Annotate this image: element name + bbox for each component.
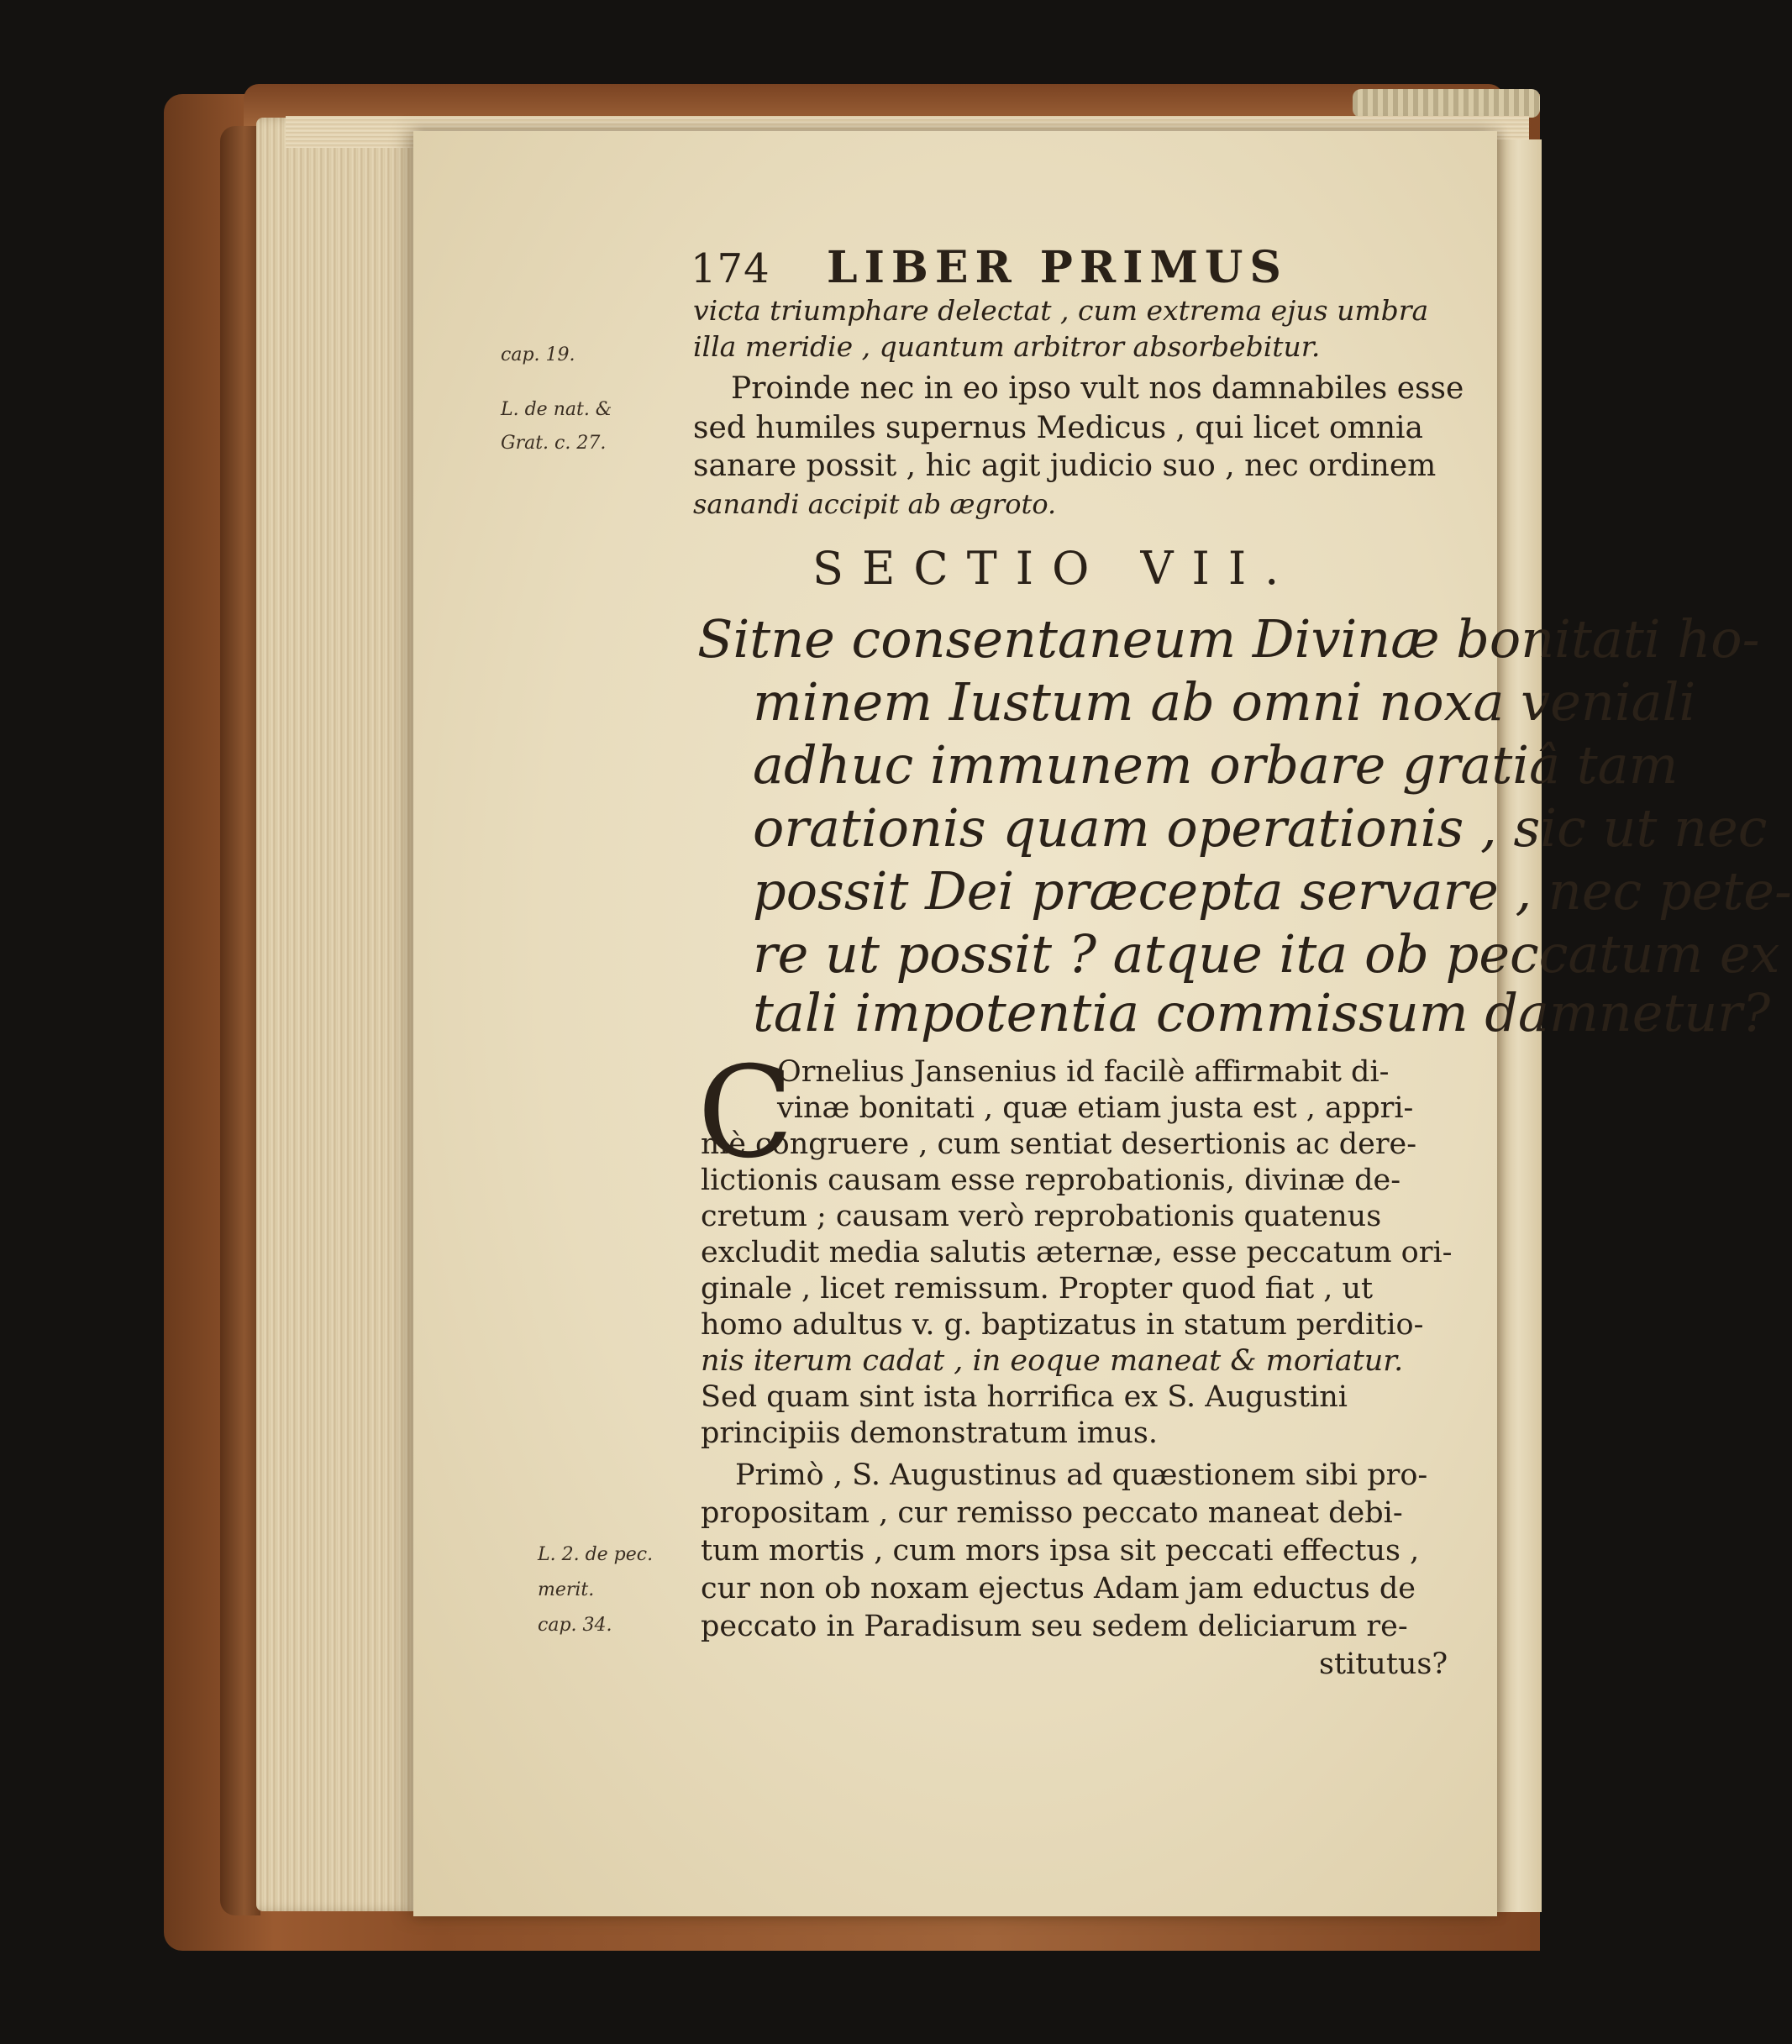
section-heading: SECTIO VII. bbox=[812, 542, 1298, 595]
margin-note: Grat. c. 27. bbox=[501, 433, 607, 454]
margin-note: merit. bbox=[538, 1579, 595, 1600]
binding-tie bbox=[1353, 89, 1540, 118]
running-title: LIBER PRIMUS bbox=[827, 242, 1288, 293]
body-line: ginale , licet remissum. Propter quod fiat , ut bbox=[701, 1272, 1374, 1306]
margin-note: cap. 34. bbox=[538, 1615, 612, 1636]
body-line: excludit media salutis æternæ, esse peccatum ori- bbox=[701, 1236, 1453, 1269]
question-line: orationis quam operationis , sic ut nec bbox=[753, 797, 1768, 859]
body-line: homo adultus v. g. baptizatus in statum perditio- bbox=[701, 1308, 1424, 1342]
question-line: re ut possit ? atque ita ob peccatum ex bbox=[753, 923, 1780, 985]
top-text-line: illa meridie , quantum arbitror absorbebitur. bbox=[693, 330, 1321, 363]
body-line: cur non ob noxam ejectus Adam jam eductus de bbox=[701, 1572, 1416, 1605]
body-line: vinæ bonitati , quæ etiam justa est , appri- bbox=[777, 1091, 1414, 1125]
body-line: propositam , cur remisso peccato maneat debi- bbox=[701, 1496, 1403, 1530]
top-text-line: victa triumphare delectat , cum extrema ejus umbra bbox=[693, 294, 1429, 327]
drop-cap: C bbox=[697, 1040, 794, 1186]
body-line: Ornelius Jansenius id facilè affirmabit di- bbox=[777, 1055, 1390, 1089]
question-line: minem Iustum ab omni noxa veniali bbox=[753, 671, 1696, 733]
question-line: possit Dei præcepta servare , nec pete- bbox=[753, 860, 1792, 922]
page-number: 174 bbox=[691, 245, 770, 292]
body-line: cretum ; causam verò reprobationis quatenus bbox=[701, 1200, 1382, 1233]
top-text-line: sanare possit , hic agit judicio suo , nec ordinem bbox=[693, 449, 1437, 483]
body-line: stitutus? bbox=[1319, 1647, 1448, 1681]
body-line: Sed quam sint ista horrifica ex S. Augustini bbox=[701, 1380, 1348, 1414]
top-text-line: sed humiles supernus Medicus , qui licet omnia bbox=[693, 411, 1423, 445]
top-text-line: sanandi accipit ab ægroto. bbox=[693, 488, 1057, 520]
body-line: nis iterum cadat , in eoque maneat & moriatur. bbox=[701, 1344, 1404, 1378]
top-text-line: Proinde nec in eo ipso vult nos damnabiles esse bbox=[731, 371, 1464, 406]
margin-note: L. de nat. & bbox=[501, 399, 612, 420]
binding-spine-edge bbox=[220, 126, 260, 1915]
body-line: tum mortis , cum mors ipsa sit peccati effectus , bbox=[701, 1534, 1420, 1568]
body-line: peccato in Paradisum seu sedem deliciarum re- bbox=[701, 1610, 1408, 1643]
body-line: Primò , S. Augustinus ad quæstionem sibi pro- bbox=[735, 1458, 1428, 1492]
question-line: adhuc immunem orbare gratiâ tam bbox=[753, 734, 1679, 796]
margin-note: L. 2. de pec. bbox=[538, 1544, 654, 1565]
body-line: lictionis causam esse reprobationis, divinæ de- bbox=[701, 1164, 1401, 1197]
question-line: Sitne consentaneum Divinæ bonitati ho- bbox=[697, 608, 1760, 670]
body-line: mè congruere , cum sentiat desertionis ac dere- bbox=[701, 1127, 1417, 1161]
margin-note: cap. 19. bbox=[501, 344, 575, 365]
body-line: principiis demonstratum imus. bbox=[701, 1416, 1159, 1450]
page-block-edges bbox=[256, 118, 433, 1911]
question-line: tali impotentia commissum damnetur? bbox=[753, 982, 1771, 1043]
